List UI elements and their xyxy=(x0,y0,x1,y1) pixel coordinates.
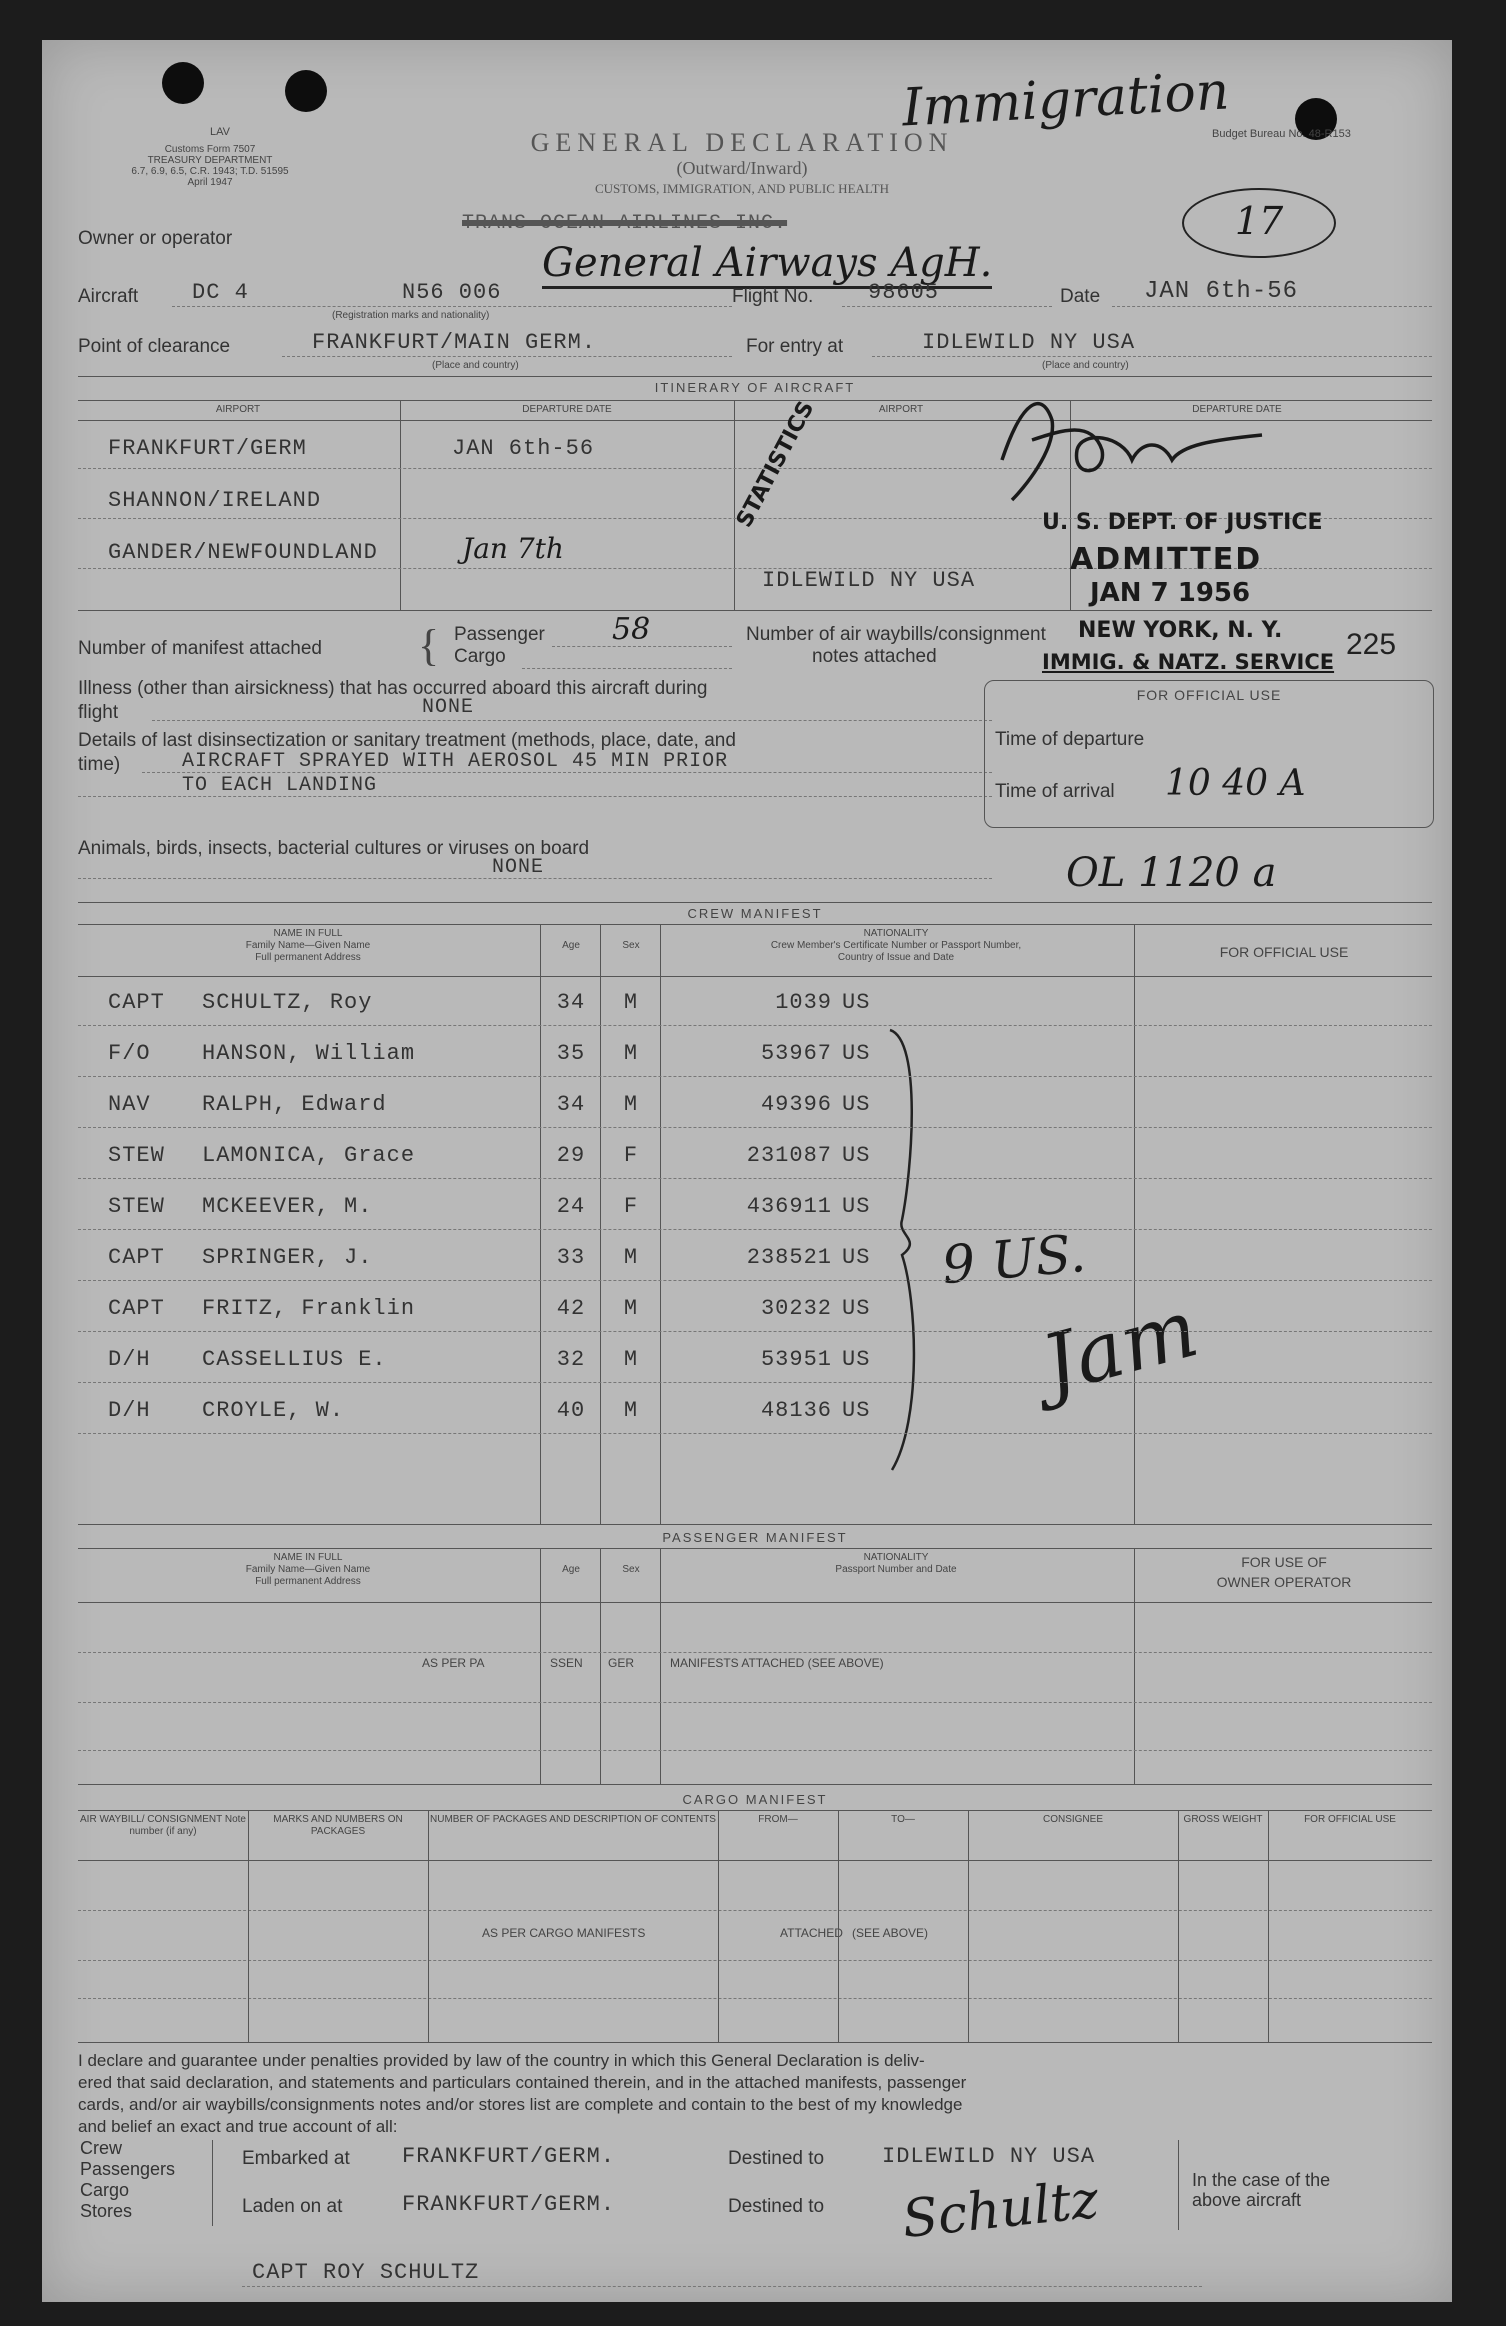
statistics-stamp: STATISTICS xyxy=(732,397,820,532)
crew-row-line xyxy=(78,1280,1432,1281)
crew-sex: M xyxy=(623,990,639,1015)
crew-sex: F xyxy=(623,1143,639,1168)
itinerary-header-airport-2: AIRPORT xyxy=(878,404,924,415)
cargo-column-divider xyxy=(718,1810,719,2042)
crew-age: 34 xyxy=(556,990,586,1015)
crew-name: SCHULTZ, Roy xyxy=(202,990,373,1015)
owner-value: General Airways AgH. xyxy=(542,240,992,289)
destined-label-2: Destined to xyxy=(728,2196,825,2217)
crew-header-official: FOR OFFICIAL USE xyxy=(1219,944,1349,960)
case-label: In the case of the above aircraft xyxy=(1192,2170,1331,2210)
crew-certificate: 1039 xyxy=(775,990,832,1015)
laden-value: FRANKFURT/GERM. xyxy=(402,2192,616,2217)
itinerary-header-date-2: DEPARTURE DATE xyxy=(1192,404,1282,415)
crew-country: US xyxy=(842,1194,871,1219)
crew-header-nationality: NATIONALITY Crew Member's Certificate Number or Passport Number, Country of Issue and Date xyxy=(770,928,1022,963)
itinerary-title: ITINERARY OF AIRCRAFT xyxy=(654,380,856,395)
itinerary-arrival: IDLEWILD NY USA xyxy=(762,568,976,593)
passenger-note-1: AS PER PA xyxy=(422,1656,485,1670)
crew-name: SPRINGER, J. xyxy=(202,1245,373,1270)
passenger-header-age: Age xyxy=(562,1564,580,1575)
stamp-dept: U. S. DEPT. OF JUSTICE xyxy=(1042,510,1323,535)
laden-label: Laden on at xyxy=(242,2196,343,2217)
crew-age: 35 xyxy=(556,1041,586,1066)
itinerary-header-date: DEPARTURE DATE xyxy=(522,404,612,415)
signer-name: CAPT ROY SCHULTZ xyxy=(252,2260,480,2285)
crew-country: US xyxy=(842,1296,871,1321)
cargo-note-1: AS PER CARGO MANIFESTS xyxy=(482,1926,646,1940)
crew-row-line xyxy=(78,1382,1432,1383)
crew-age: 32 xyxy=(556,1347,586,1372)
handwritten-initials: Jam xyxy=(1032,1281,1208,1412)
declaration-form xyxy=(42,40,1452,2302)
crew-rank: D/H xyxy=(108,1347,151,1372)
clearance-place-label: (Place and country) xyxy=(432,360,519,371)
stamp-service: IMMIG. & NATZ. SERVICE xyxy=(1042,650,1335,674)
crew-row-line xyxy=(78,1025,1432,1026)
cargo-header: FOR OFFICIAL USE xyxy=(1304,1814,1396,1825)
passenger-note-3: GER xyxy=(608,1656,635,1670)
passenger-count: 58 xyxy=(612,612,651,647)
cargo-header: NUMBER OF PACKAGES AND DESCRIPTION OF CONTENTS xyxy=(430,1814,716,1825)
cargo-note-2: ATTACHED xyxy=(780,1926,843,1940)
aircraft-registration: N56 006 xyxy=(402,280,502,305)
crew-name: LAMONICA, Grace xyxy=(202,1143,416,1168)
handwritten-crew-count: 9 US. xyxy=(939,1223,1089,1297)
cargo-column-divider xyxy=(248,1810,249,2042)
stamp-number: 225 xyxy=(1346,628,1397,661)
animals-label: Animals, birds, insects, bacterial cultures or viruses on board xyxy=(78,838,590,859)
embarked-label: Embarked at xyxy=(242,2148,350,2169)
destined-value: IDLEWILD NY USA xyxy=(882,2144,1096,2169)
crew-country: US xyxy=(842,1143,871,1168)
crew-sex: M xyxy=(623,1398,639,1423)
crew-name: CROYLE, W. xyxy=(202,1398,345,1423)
cargo-note-3: (SEE ABOVE) xyxy=(852,1926,929,1940)
handwritten-note: OL 1120 a xyxy=(1066,850,1277,896)
entry-value: IDLEWILD NY USA xyxy=(922,330,1136,355)
passenger-note-2: SSEN xyxy=(550,1656,583,1670)
crew-name: MCKEEVER, M. xyxy=(202,1194,373,1219)
crew-sex: M xyxy=(623,1296,639,1321)
passenger-note-4: MANIFESTS ATTACHED (SEE ABOVE) xyxy=(670,1656,884,1670)
crew-header-age: Age xyxy=(562,940,580,951)
crew-rank: NAV xyxy=(108,1092,151,1117)
departure-time-label: Time of departure xyxy=(995,729,1145,750)
crew-rank: D/H xyxy=(108,1398,151,1423)
cargo-manifest-title: CARGO MANIFEST xyxy=(682,1792,828,1807)
crew-country: US xyxy=(842,1398,871,1423)
illness-label-2: flight xyxy=(78,702,119,723)
owner-label: Owner or operator xyxy=(78,228,233,249)
crew-bracket xyxy=(882,1020,942,1480)
flight-label: Flight No. xyxy=(732,286,814,307)
brace: { xyxy=(418,621,440,670)
budget-bureau: Budget Bureau No. 48-R153 xyxy=(1212,128,1351,140)
crew-rank: F/O xyxy=(108,1041,151,1066)
punch-hole xyxy=(162,62,204,104)
aircraft-type: DC 4 xyxy=(192,280,249,305)
crew-rank: STEW xyxy=(108,1143,165,1168)
cargo-column-divider xyxy=(428,1810,429,2042)
crew-rank: CAPT xyxy=(108,1245,165,1270)
lav-label: LAV xyxy=(210,126,230,138)
crew-rank: STEW xyxy=(108,1194,165,1219)
itinerary-date-3: Jan 7th xyxy=(462,532,564,565)
cargo-header: CONSIGNEE xyxy=(1042,1814,1103,1825)
crew-name: HANSON, William xyxy=(202,1041,416,1066)
crew-country: US xyxy=(842,1041,871,1066)
registration-label: (Registration marks and nationality) xyxy=(332,310,490,321)
date-label: Date xyxy=(1060,286,1101,307)
crew-certificate: 48136 xyxy=(760,1398,832,1423)
crew-sex: M xyxy=(623,1041,639,1066)
crew-country: US xyxy=(842,990,871,1015)
illness-value: NONE xyxy=(422,696,475,719)
destined-label: Destined to xyxy=(728,2148,825,2169)
crew-row-line xyxy=(78,1076,1432,1077)
embarked-value: FRANKFURT/GERM. xyxy=(402,2144,616,2169)
manifest-count-label: Number of manifest attached xyxy=(78,638,322,659)
form-info: Customs Form 7507 TREASURY DEPARTMENT 6.7, 6.9, 6.5, C.R. 1943; T.D. 51595 April 1947 xyxy=(131,144,289,188)
crew-certificate: 53951 xyxy=(760,1347,832,1372)
agencies-line: CUSTOMS, IMMIGRATION, AND PUBLIC HEALTH xyxy=(595,181,889,196)
crew-name: FRITZ, Franklin xyxy=(202,1296,416,1321)
cargo-column-divider xyxy=(968,1810,969,2042)
official-use-box: FOR OFFICIAL USE Time of departure Time of arrival 10 40 A xyxy=(984,680,1434,828)
crew-row-line xyxy=(78,1433,1432,1434)
handwritten-immigration: Immigration xyxy=(900,61,1231,139)
clearance-label: Point of clearance xyxy=(78,336,231,357)
clearance-value: FRANKFURT/MAIN GERM. xyxy=(312,330,597,355)
crew-country: US xyxy=(842,1347,871,1372)
initials-signature xyxy=(982,380,1282,520)
crew-row-line xyxy=(78,1127,1432,1128)
cargo-header: AIR WAYBILL/ CONSIGNMENT Note number (if any) xyxy=(80,1814,246,1837)
arrival-time-value: 10 40 A xyxy=(1165,763,1306,804)
passenger-header-name: NAME IN FULL Family Name—Given Name Full permanent Address xyxy=(245,1552,371,1587)
crew-row-line xyxy=(78,1229,1432,1230)
flight-number: 98605 xyxy=(868,280,940,305)
notes-attached-label: notes attached xyxy=(812,646,937,667)
disinsection-value-1: AIRCRAFT SPRAYED WITH AEROSOL 45 MIN PRIOR xyxy=(182,750,729,773)
crew-country: US xyxy=(842,1092,871,1117)
declaration-categories: Crew Passengers Cargo Stores xyxy=(80,2138,176,2221)
crew-row-line xyxy=(78,1178,1432,1179)
stamp-admitted: ADMITTED xyxy=(1070,542,1263,577)
crew-rank: CAPT xyxy=(108,1296,165,1321)
crew-age: 24 xyxy=(556,1194,586,1219)
crew-name: CASSELLIUS E. xyxy=(202,1347,387,1372)
declaration-text: I declare and guarantee under penalties provided by law of the country in which this General Declaration is deliv- ered that said declaration, and statements and particulars contained therein, and in the attached manifests, passenger cards, and/or air waybills/consignments notes and/or stores list are complete and contain to the best of my knowledge and belief an exact and true account of all: xyxy=(78,2051,967,2136)
crew-rank: CAPT xyxy=(108,990,165,1015)
crew-age: 33 xyxy=(556,1245,586,1270)
itinerary-airport-3: GANDER/NEWFOUNDLAND xyxy=(108,540,378,565)
crew-sex: F xyxy=(623,1194,639,1219)
cargo-header: GROSS WEIGHT xyxy=(1183,1814,1263,1825)
cargo-label: Cargo xyxy=(454,646,506,667)
stamp-city: NEW YORK, N. Y. xyxy=(1078,618,1283,643)
punch-hole xyxy=(285,70,327,112)
crew-certificate: 238521 xyxy=(746,1245,832,1270)
crew-age: 34 xyxy=(556,1092,586,1117)
owner-struck-text: TRANS-OCEAN AIRLINES INC. xyxy=(462,212,788,235)
captain-signature: Schultz xyxy=(899,2169,1102,2251)
animals-value: NONE xyxy=(492,856,545,879)
crew-country: US xyxy=(842,1245,871,1270)
itinerary-airport-2: SHANNON/IRELAND xyxy=(108,488,322,513)
passenger-manifest-title: PASSENGER MANIFEST xyxy=(662,1530,848,1545)
waybills-label: Number of air waybills/consignment xyxy=(746,624,1046,645)
crew-certificate: 49396 xyxy=(760,1092,832,1117)
crew-sex: M xyxy=(623,1092,639,1117)
disinsection-label-2: time) xyxy=(78,754,121,775)
cargo-header: MARKS AND NUMBERS ON PACKAGES xyxy=(273,1814,403,1837)
disinsection-label: Details of last disinsectization or sanitary treatment (methods, place, date, and xyxy=(78,730,736,751)
passenger-header-owner: FOR USE OF OWNER OPERATOR xyxy=(1216,1554,1352,1590)
passenger-header-sex: Sex xyxy=(622,1564,640,1575)
cargo-header: TO— xyxy=(891,1814,915,1825)
crew-header-sex: Sex xyxy=(622,940,640,951)
entry-place-label: (Place and country) xyxy=(1042,360,1129,371)
cargo-column-divider xyxy=(838,1810,839,2042)
crew-age: 29 xyxy=(556,1143,586,1168)
form-subtitle: (Outward/Inward) xyxy=(676,158,808,178)
crew-age: 42 xyxy=(556,1296,586,1321)
aircraft-label: Aircraft xyxy=(78,286,139,307)
cargo-column-divider xyxy=(1268,1810,1269,2042)
illness-label: Illness (other than airsickness) that has occurred aboard this aircraft during xyxy=(78,678,708,699)
cargo-column-divider xyxy=(1178,1810,1179,2042)
passenger-label: Passenger xyxy=(454,624,545,645)
entry-label: For entry at xyxy=(746,336,844,357)
crew-name: RALPH, Edward xyxy=(202,1092,387,1117)
passenger-header-nationality: NATIONALITY Passport Number and Date xyxy=(835,1552,957,1575)
itinerary-date-1: JAN 6th-56 xyxy=(452,436,595,461)
crew-certificate: 436911 xyxy=(746,1194,832,1219)
crew-age: 40 xyxy=(556,1398,586,1423)
crew-sex: M xyxy=(623,1347,639,1372)
crew-header-name: NAME IN FULL Family Name—Given Name Full permanent Address xyxy=(245,928,371,963)
cargo-header: FROM— xyxy=(758,1814,798,1825)
circled-number: 17 xyxy=(1182,188,1336,258)
stamp-date: JAN 7 1956 xyxy=(1090,578,1251,608)
crew-row-line xyxy=(78,1331,1432,1332)
arrival-time-label: Time of arrival xyxy=(995,781,1115,802)
crew-certificate: 53967 xyxy=(760,1041,832,1066)
crew-sex: M xyxy=(623,1245,639,1270)
flight-date: JAN 6th-56 xyxy=(1144,278,1299,305)
crew-manifest-title: CREW MANIFEST xyxy=(687,906,823,921)
disinsection-value-2: TO EACH LANDING xyxy=(182,774,378,797)
itinerary-airport-1: FRANKFURT/GERM xyxy=(108,436,307,461)
itinerary-header-airport: AIRPORT xyxy=(215,404,261,415)
crew-certificate: 30232 xyxy=(760,1296,832,1321)
form-title: GENERAL DECLARATION xyxy=(530,128,954,157)
crew-certificate: 231087 xyxy=(746,1143,832,1168)
